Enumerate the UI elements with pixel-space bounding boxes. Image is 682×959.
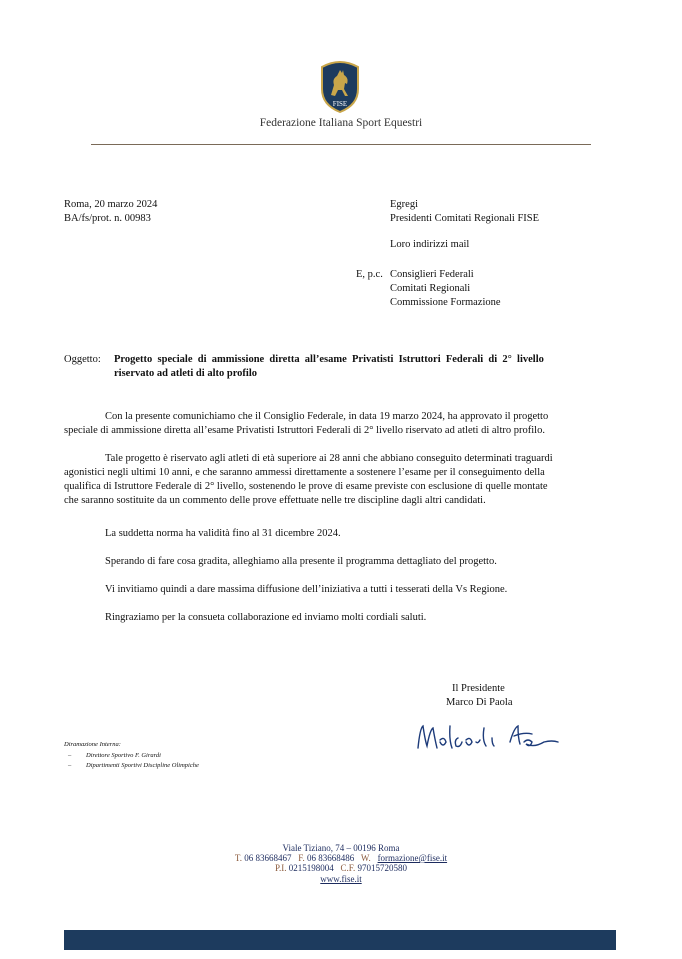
recipient-address: Loro indirizzi mail xyxy=(390,239,470,250)
recipient-line: Presidenti Comitati Regionali FISE xyxy=(390,213,540,224)
body-paragraph: Sperando di fare cosa gradita, alleghiamo alla presente il programma dettagliato del progetto. xyxy=(105,556,497,567)
cc-recipient: Commissione Formazione xyxy=(390,297,501,308)
distribution-item: – Direttore Sportivo F. Girardi xyxy=(68,752,161,759)
body-paragraph: Vi invitiamo quindi a dare massima diffusione dell’iniziativa a tutti i tesserati della Vs Regione. xyxy=(105,584,508,595)
footer-bar xyxy=(64,930,616,950)
footer-address: Viale Tiziano, 74 – 00196 Roma xyxy=(282,843,400,853)
distribution-item: – Dipartimenti Sportivi Discipline Olimpiche xyxy=(68,762,199,769)
subject-line: riservato ad atleti di alto profilo xyxy=(114,368,257,379)
email-link[interactable]: formazione@fise.it xyxy=(377,853,448,863)
subject-label: Oggetto: xyxy=(64,354,101,365)
cc-recipient: Comitati Regionali xyxy=(390,283,471,294)
distribution-label: Diramazione Interna: xyxy=(64,741,121,748)
website-link[interactable]: www.fise.it xyxy=(320,874,362,884)
subject-line: Progetto speciale di ammissione diretta all’esame Privatisti Istruttori Federali di 2° livello xyxy=(114,354,544,365)
svg-text:FISE: FISE xyxy=(332,100,348,108)
letter-date: Roma, 20 marzo 2024 xyxy=(64,199,158,210)
header-divider xyxy=(91,144,591,145)
footer-contacts: T. 06 83668467 F. 06 83668486 W. formazione@fise.it xyxy=(234,853,448,863)
signatory-title: Il Presidente xyxy=(452,683,505,694)
body-paragraph: Ringraziamo per la consueta collaborazione ed inviamo molti cordiali saluti. xyxy=(105,612,427,623)
cc-recipient: Consiglieri Federali xyxy=(390,269,474,280)
body-paragraph: Con la presente comunichiamo che il Consiglio Federale, in data 19 marzo 2024, ha approvato il progetto speciale di ammissione diretta all’esame Privatisti Istruttori Federali di 2° livello riservato ad atleti di altro profilo. xyxy=(64,411,549,436)
body-paragraph: La suddetta norma ha validità fino al 31 dicembre 2024. xyxy=(105,528,341,539)
body-paragraph: Tale progetto è riservato agli atleti di età superiore ai 28 anni che abbiano conseguito determinati traguardi agonistici negli ultimi 10 anni, e che saranno ammessi direttamente a sostenere l’esame per il conseguimento della qualifica di Istruttore Federale di 2° livello, sostenendo le prove di esame previste con esclusione di quelle montate che saranno sostituite da un commento delle prove effettuate nelle tre discipline dagli altri candidati. xyxy=(64,453,553,506)
signatory-name: Marco Di Paola xyxy=(446,697,513,708)
protocol-number: BA/fs/prot. n. 00983 xyxy=(64,213,151,224)
salutation: Egregi xyxy=(390,199,418,210)
fise-shield-icon xyxy=(318,59,362,113)
cc-label: E, p.c. xyxy=(356,269,383,280)
footer-website xyxy=(0,874,682,884)
footer-tax-ids: P.I. 0215198004 C.F. 97015720580 xyxy=(274,863,408,873)
org-name: Federazione Italiana Sport Equestri xyxy=(259,117,423,129)
handwritten-signature xyxy=(414,718,564,760)
